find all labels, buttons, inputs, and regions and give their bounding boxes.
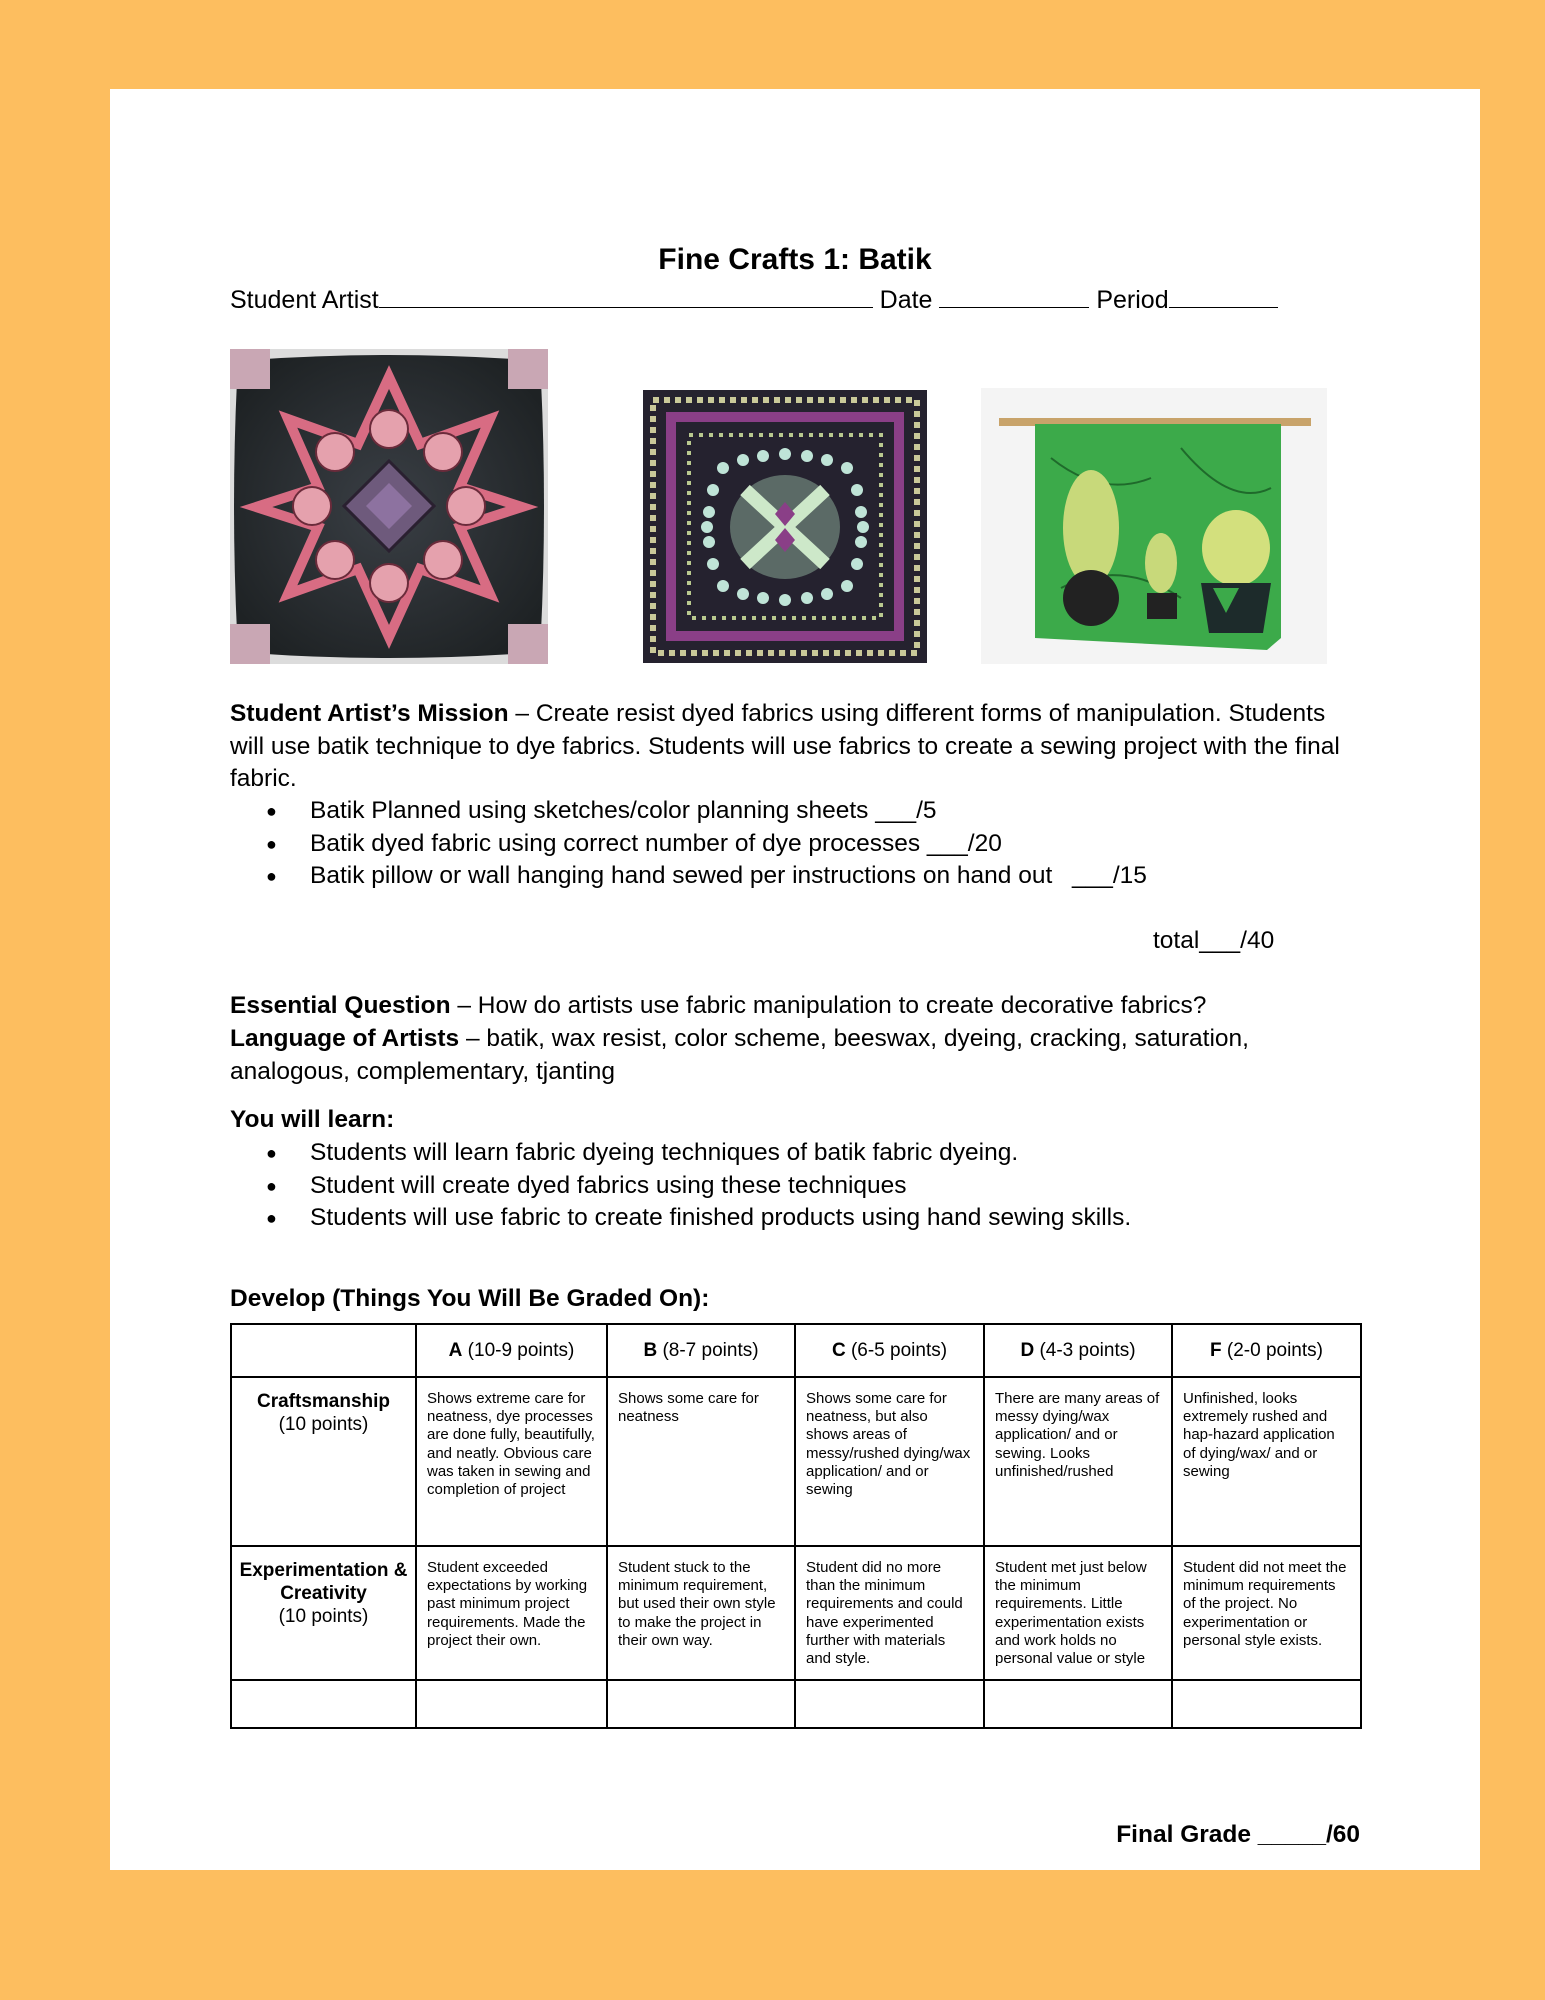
rubric-cell: Student exceeded expectations by working past minimum project requirements. Made the project their own.: [416, 1546, 607, 1680]
rubric-row-header: Experimentation & Creativity (10 points): [231, 1546, 416, 1680]
learn-item-text: Student will create dyed fabrics using these techniques: [310, 1171, 907, 1199]
mission-label: Student Artist’s Mission: [230, 700, 509, 727]
rubric-column-header: D (4-3 points): [984, 1324, 1172, 1377]
list-item: [266, 795, 1266, 828]
rubric-blank-cell[interactable]: [795, 1680, 984, 1728]
language-label: Language of Artists: [230, 1025, 460, 1052]
grading-rubric: [230, 1323, 1362, 1729]
mission-item-score: ___/15: [1072, 862, 1147, 889]
list-item: [266, 860, 1266, 893]
list-item: [266, 1202, 1316, 1235]
rubric-cell: Shows some care for neatness: [607, 1377, 795, 1546]
rubric-cell: There are many areas of messy dying/wax application/ and or sewing. Looks unfinished/rushed: [984, 1377, 1172, 1546]
rubric-cell: Student did not meet the minimum requirements of the project. No experimentation or personal style exists.: [1172, 1546, 1361, 1680]
worksheet-page: [110, 89, 1480, 1870]
rubric-cell: Shows some care for neatness, but also shows areas of messy/rushed dying/wax application/ and or sewing: [795, 1377, 984, 1546]
learn-item-text: Students will use fabric to create finished products using hand sewing skills.: [310, 1204, 1132, 1231]
rubric-cell: Unfinished, looks extremely rushed and hap-hazard application of dying/wax/ and or sewing: [1172, 1377, 1361, 1546]
rubric-blank-cell[interactable]: [416, 1680, 607, 1728]
date-label: Date: [872, 286, 940, 314]
learn-heading-text: You will learn:: [230, 1106, 395, 1133]
page-title: Fine Crafts 1: Batik: [658, 243, 932, 276]
list-item: [266, 828, 1266, 861]
develop-heading: [230, 1283, 1360, 1316]
table-row: [231, 1546, 1361, 1680]
rubric-column-header: A (10-9 points): [416, 1324, 607, 1377]
mission-item-text: Batik dyed fabric using correct number of dye processes ___/20: [310, 829, 1002, 857]
student-info-line: [230, 285, 1278, 315]
learn-heading: [230, 1104, 1360, 1137]
mission-list: [266, 795, 1266, 893]
essential-label: Essential Question: [230, 992, 451, 1019]
rubric-cell: Student met just below the minimum requirements. Little experimentation exists and work holds no personal value or style: [984, 1546, 1172, 1680]
mission-item-text: Batik pillow or wall hanging hand sewed per instructions on hand out: [310, 862, 1053, 889]
essential-question: [230, 990, 1360, 1023]
rubric-blank-cell[interactable]: [607, 1680, 795, 1728]
rubric-cell: Student stuck to the minimum requirement, but used their own style to make the project in their own way.: [607, 1546, 795, 1680]
student-artist-label: Student Artist: [230, 286, 379, 314]
batik-pillow-image: [230, 349, 548, 664]
rubric-blank-cell[interactable]: [1172, 1680, 1361, 1728]
rubric-blank-cell[interactable]: [984, 1680, 1172, 1728]
rubric-column-header: B (8-7 points): [607, 1324, 795, 1377]
rubric-cell: Shows extreme care for neatness, dye processes are done fully, beautifully, and neatly. Obvious care was taken in sewing and completion of project: [416, 1377, 607, 1546]
rubric-row-header: Craftsmanship (10 points): [231, 1377, 416, 1546]
batik-square-image: [643, 390, 927, 663]
rubric-header-row: [231, 1324, 1361, 1377]
rubric-column-header: F (2-0 points): [1172, 1324, 1361, 1377]
learn-list: [266, 1137, 1316, 1235]
mission-paragraph: [230, 698, 1360, 796]
rubric-column-header: C (6-5 points): [795, 1324, 984, 1377]
table-row: [231, 1377, 1361, 1546]
develop-heading-text: Develop (Things You Will Be Graded On):: [230, 1285, 710, 1312]
rubric-blank-cell[interactable]: [231, 1680, 416, 1728]
language-of-artists: [230, 1023, 1360, 1088]
list-item: [266, 1137, 1316, 1170]
essential-text: – How do artists use fabric manipulation to create decorative fabrics?: [450, 992, 1207, 1019]
total-score: total___/40: [1153, 927, 1275, 954]
period-label: Period: [1089, 286, 1169, 314]
learn-item-text: Students will learn fabric dyeing techniques of batik fabric dyeing.: [310, 1139, 1019, 1166]
mission-text: – Create resist dyed fabrics using different forms of manipulation. Students will use batik technique to dye fabrics. Students will use fabrics to create a sewing project with the final fabric.: [230, 700, 1340, 792]
rubric-cell: Student did no more than the minimum requirements and could have experimented further with materials and style.: [795, 1546, 984, 1680]
student-name-blank[interactable]: [379, 285, 873, 308]
mission-item-text: Batik Planned using sketches/color planning sheets ___/5: [310, 797, 937, 824]
table-row: [231, 1680, 1361, 1728]
list-item: [266, 1170, 1316, 1203]
date-blank[interactable]: [939, 285, 1089, 308]
language-text: – batik, wax resist, color scheme, beeswax, dyeing, cracking, saturation, analogous, complementary, tjanting: [230, 1025, 1249, 1085]
period-blank[interactable]: [1169, 285, 1278, 308]
rubric-corner-cell: [231, 1324, 416, 1377]
final-grade: Final Grade _____/60: [1116, 1821, 1360, 1848]
cactus-wall-hanging-image: [981, 388, 1327, 664]
